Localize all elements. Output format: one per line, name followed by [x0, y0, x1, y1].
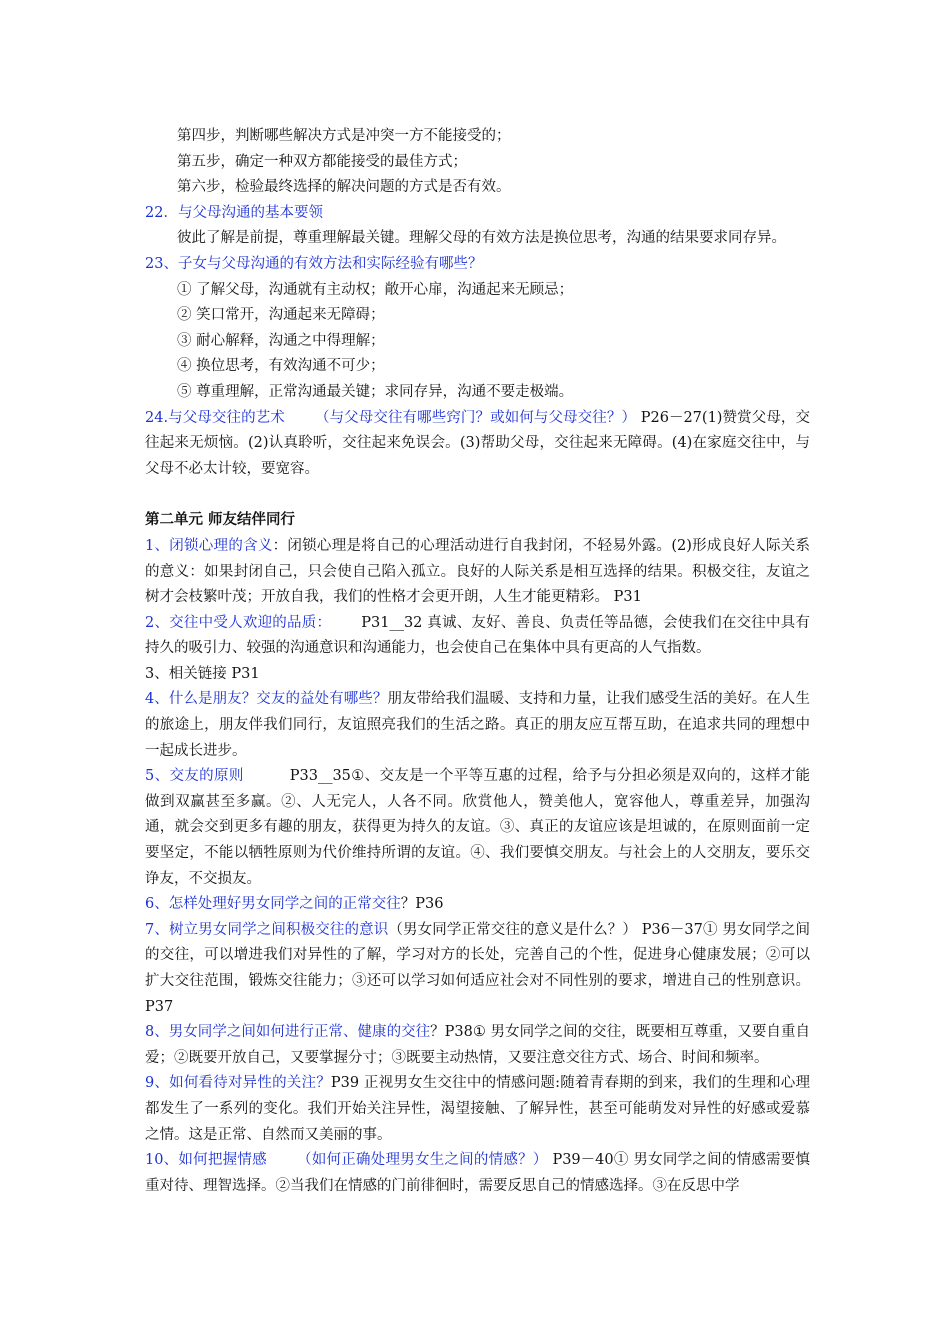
item-9-heading: 9、如何看待对异性的关注？ — [145, 1075, 331, 1092]
item-10-heading: 10、如何把握情感 — [145, 1152, 267, 1169]
item-10-body: P39－40① 男女同学之间的情感需要慎重对待、理智选择。②当我们在情感的门前徘徊时，需要反思自己的情感选择。③在反思中学 — [145, 1152, 811, 1194]
q24-heading: 24.与父母交往的艺术 — [145, 409, 285, 426]
item-10-subheading: （如何正确处理男女生之间的情感？） — [296, 1152, 548, 1169]
item-2-body: P31__32 真诚、友好、善良、负责任等品德，会使我们在交往中具有持久的吸引力、较强的沟通意识和沟通能力，也会使自己在集体中具有更高的人气指数。 — [145, 614, 810, 657]
q23-item-4: ④ 换位思考，有效沟通不可少； — [177, 358, 385, 375]
item-2 — [145, 611, 810, 662]
q24-body: P26－27(1)赞赏父母，交往起来无烦恼。(2)认真聆听，交往起来免误会。(3)帮助父母，交往起来无障碍。(4)在家庭交往中，与父母不必太计较，要宽容。 — [145, 409, 811, 477]
item-5-body: P33__35①、交友是一个平等互惠的过程，给予与分担必须是双向的，这样才能做到双赢甚至多赢。②、人无完人，人各不同。欣赏他人，赞美他人，宽容他人，尊重差异，加强沟通，就会交到更多有趣的朋友，获得更为持久的友谊。③、真正的友谊应该是坦诚的，在原则面前一定要坚定，不能以牺牲原则为代价维持所谓的友谊。④、我们要慎交朋友。与社会上的人交朋友，要乐交诤友，不交损友。 — [145, 768, 810, 887]
step-6: 第六步，检验最终选择的解决问题的方式是否有效。 — [177, 179, 511, 196]
item-4-body: 朋友带给我们温暖、支持和力量，让我们感受生活的美好。在人生的旅途上，朋友伴我们同行，友谊照亮我们的生活之路。真正的朋友应互帮互助，在追求共同的理想中一起成长进步。 — [145, 691, 810, 759]
item-5-heading: 5、交友的原则 — [145, 768, 244, 785]
item-5 — [145, 764, 810, 892]
item-2-heading: 2、交往中受人欢迎的品质： — [145, 614, 332, 631]
item-8-heading: 8、男女同学之间如何进行正常、健康的交往 — [145, 1024, 431, 1041]
item-10 — [145, 1148, 810, 1199]
item-1 — [145, 534, 810, 611]
unit-title: 第二单元 师友结伴同行 — [145, 512, 296, 529]
q23-item-1: ① 了解父母，沟通就有主动权；敞开心扉，沟通起来无顾忌； — [177, 281, 574, 298]
item-7-body: （男女同学正常交往的意义是什么？） P36－37① 男女同学之间的交往，可以增进我们对异性的了解，学习对方的长处，完善自己的个性，促进身心健康发展；②可以扩大交往范围，锻炼交往能力；③还可以学习如何适应社会对不同性别的要求，增进自己的性别意识。 P37 — [145, 921, 810, 1015]
item-6-body: ？P36 — [400, 896, 444, 913]
item-7-heading: 7、树立男女同学之间积极交往的意识 — [145, 921, 389, 938]
item-9 — [145, 1071, 810, 1148]
item-1-body: ：闭锁心理是将自己的心理活动进行自我封闭，不轻易外露。(2)形成良好人际关系的意义：如果封闭自己，只会使自己陷入孤立。良好的人际关系是相互选择的结果。积极交往，友谊之树才会枝繁叶茂；开放自我，我们的性格才会更开朗，人生才能更精彩。 P31 — [145, 537, 810, 606]
step-5: 第五步，确定一种双方都能接受的最佳方式； — [177, 153, 467, 170]
q23-item-2: ② 笑口常开，沟通起来无障碍； — [177, 307, 385, 324]
item-4 — [145, 687, 810, 764]
q23-heading: 23、子女与父母沟通的有效方法和实际经验有哪些？ — [145, 255, 483, 272]
item-6 — [145, 892, 810, 918]
item-7 — [145, 918, 810, 1020]
item-1-heading: 1、闭锁心理的含义 — [145, 537, 273, 554]
document-body — [145, 124, 810, 1199]
q22-heading: 22．与父母沟通的基本要领 — [145, 204, 323, 221]
item-8 — [145, 1020, 810, 1071]
item-6-heading: 6、怎样处理好男女同学之间的正常交往 — [145, 896, 401, 913]
q23-item-5: ⑤ 尊重理解，正常沟通最关键；求同存异，沟通不要走极端。 — [177, 383, 574, 400]
q22-body: 彼此了解是前提，尊重理解最关键。理解父母的有效方法是换位思考，沟通的结果要求同存异。 — [177, 230, 786, 247]
step-4: 第四步，判断哪些解决方式是冲突一方不能接受的； — [177, 128, 511, 144]
item-9-body: P39 正视男女生交往中的情感问题:随着青春期的到来，我们的生理和心理都发生了一系列的变化。我们开始关注异性，渴望接触、了解异性，甚至可能萌发对异性的好感或爱慕之情。这是正常、自然而又美丽的事。 — [145, 1075, 810, 1143]
item-4-heading: 4、什么是朋友？交友的益处有哪些？ — [145, 691, 388, 708]
q24-paragraph — [145, 406, 810, 483]
item-3: 3、相关链接 P31 — [145, 665, 260, 682]
q24-subheading: （与父母交往有哪些窍门？或如何与父母交往？） — [314, 409, 637, 426]
item-8-body: ？P38① 男女同学之间的交往，既要相互尊重，又要自重自爱；②既要开放自己，又要掌握分寸；③既要主动热情，又要注意交往方式、场合、时间和频率。 — [145, 1024, 810, 1066]
q23-item-3: ③ 耐心解释，沟通之中得理解； — [177, 332, 385, 349]
